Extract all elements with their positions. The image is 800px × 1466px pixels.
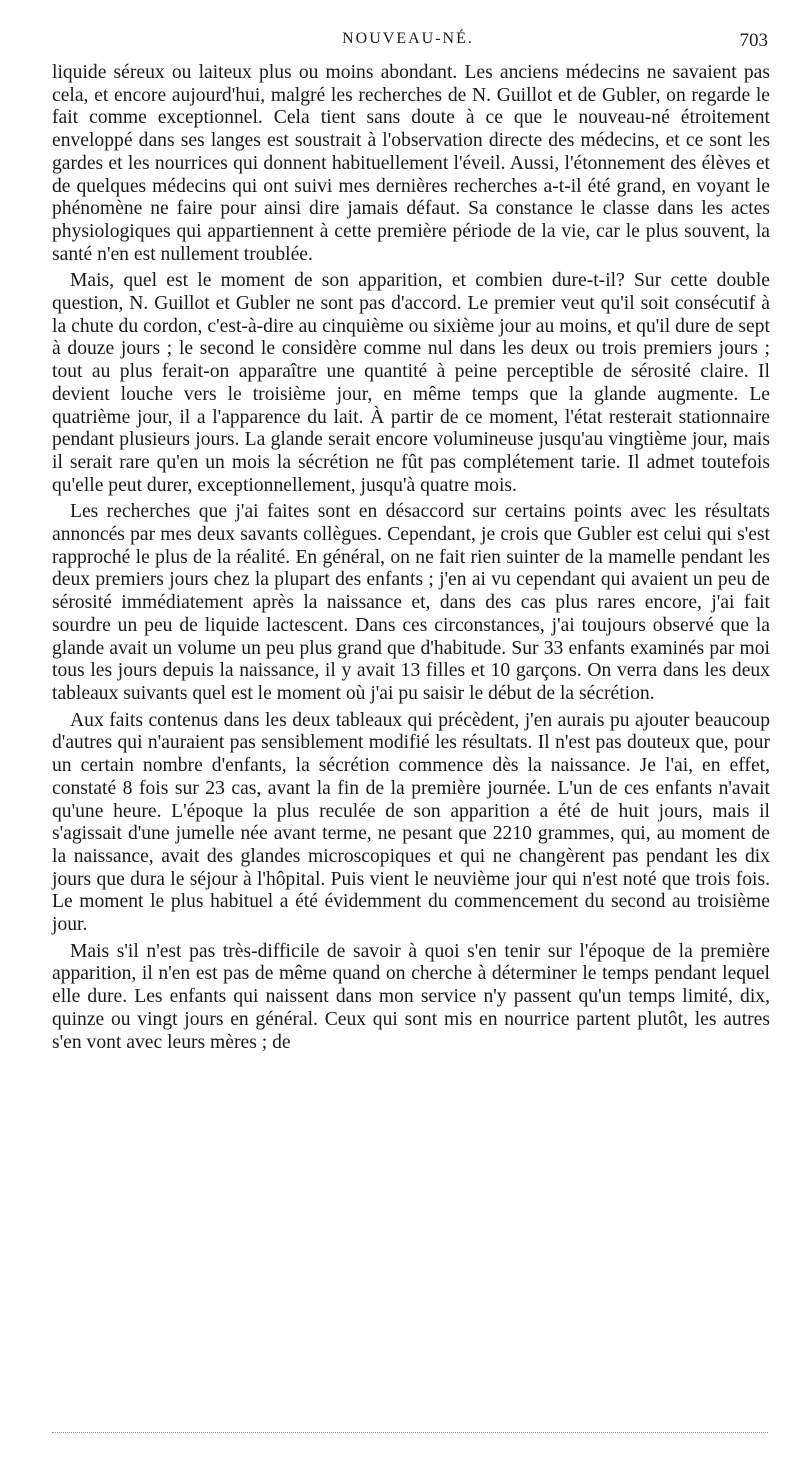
paragraph-tables-facts: Aux faits contenus dans les deux tableaux qui précèdent, j'en aurais pu ajouter beaucoup d'autres qui n'auraient pas sensiblement modifié les résultats. Il n'est pas douteux que, pour un certain nombre d'enfants, la sécrétion commence dès la naissance. Je l'ai, en effet, constaté 8 fois sur 23 cas, avant la fin de la première journée. L'un de ces enfants n'avait qu'une heure. L'époque la plus reculée de son apparition a été de huit jours, mais il s'agissait d'une jumelle née avant terme, ne pesant que 2210 grammes, qui, au moment de la naissance, avait des glandes microscopiques et qui ne changèrent pas pendant les dix jours que dura le séjour à l'hôpital. Puis vient le neuvième jour qui n'est noté que trois fois. Le moment le plus habituel a été évidemment du commencement du second au troisième jour. xyxy=(52,709,770,936)
footer-rule xyxy=(52,1432,768,1433)
paragraph-author-research: Les recherches que j'ai faites sont en désaccord sur certains points avec les résultats annoncés par mes deux savants collègues. Cependant, je crois que Gubler est celui qui s'est rapproché le plus de la réalité. En général, on ne fait rien suinter de la mamelle pendant les deux premiers jours chez la plupart des enfants ; j'en ai vu cependant qui avaient un peu de sérosité immédiatement après la naissance et, dans des cas plus rares encore, j'ai fait sourdre un peu de liquide lactescent. Dans ces circonstances, j'ai toujours observé que la glande avait un volume un peu plus grand que d'habitude. Sur 33 enfants examinés par moi tous les jours depuis la naissance, il y avait 13 filles et 10 garçons. On verra dans les deux tableaux suivants quel est le moment où j'ai pu saisir le début de la sécrétion. xyxy=(52,501,770,704)
paragraph-apparition-question: Mais, quel est le moment de son apparition, et combien dure-t-il? Sur cette double question, N. Guillot et Gubler ne sont pas d'accord. Le premier veut qu'il soit consécutif à la chute du cordon, c'est-à-dire au cinquième ou sixième jour au moins, et qu'il dure de sept à douze jours ; le second le considère comme nul dans les deux ou trois premiers jours ; tout au plus ferait-on apparaître une quantité à peine perceptible de sérosité claire. Il devient louche vers le troisième jour, en même temps que la glande augmente. Le quatrième jour, il a l'apparence du lait. À partir de ce moment, l'état resterait stationnaire pendant plusieurs jours. La glande serait encore volumineuse jusqu'au vingtième jour, mais il serait rare qu'en un mois la sécrétion ne fût pas complétement tarie. Il admet toutefois qu'elle peut durer, exceptionnellement, jusqu'à quatre mois. xyxy=(52,270,770,496)
page-number: 703 xyxy=(739,30,768,51)
running-header xyxy=(48,30,768,60)
running-title: NOUVEAU-NÉ. xyxy=(342,30,474,47)
paragraph-continuation: liquide séreux ou laiteux plus ou moins abondant. Les anciens médecins ne savaient pas cela, et encore aujourd'hui, malgré les recherches de N. Guillot et de Gubler, on regarde le fait comme exceptionnel. Cela tient sans doute à ce que le nouveau-né étroitement enveloppé dans ses langes est soustrait à l'observation directe des médecins, et ce sont les gardes et les nourrices qui donnent habituellement l'éveil. Aussi, l'étonnement des élèves et de quelques médecins qui ont suivi mes dernières recherches a-t-il été grand, en voyant le phénomène ne faire pour ainsi dire jamais défaut. Sa constance le classe dans les actes physiologiques qui appartiennent à cette première période de la vie, car le plus souvent, la santé n'en est nullement troublée. xyxy=(52,62,770,265)
paragraph-duration: Mais s'il n'est pas très-difficile de savoir à quoi s'en tenir sur l'époque de la première apparition, il n'en est pas de même quand on cherche à déterminer le temps pendant lequel elle dure. Les enfants qui naissent dans mon service n'y passent qu'un temps limité, dix, quinze ou vingt jours en général. Ceux qui sont mis en nourrice partent plutôt, les autres s'en vont avec leurs mères ; de xyxy=(52,940,770,1053)
body-text xyxy=(52,62,770,1058)
